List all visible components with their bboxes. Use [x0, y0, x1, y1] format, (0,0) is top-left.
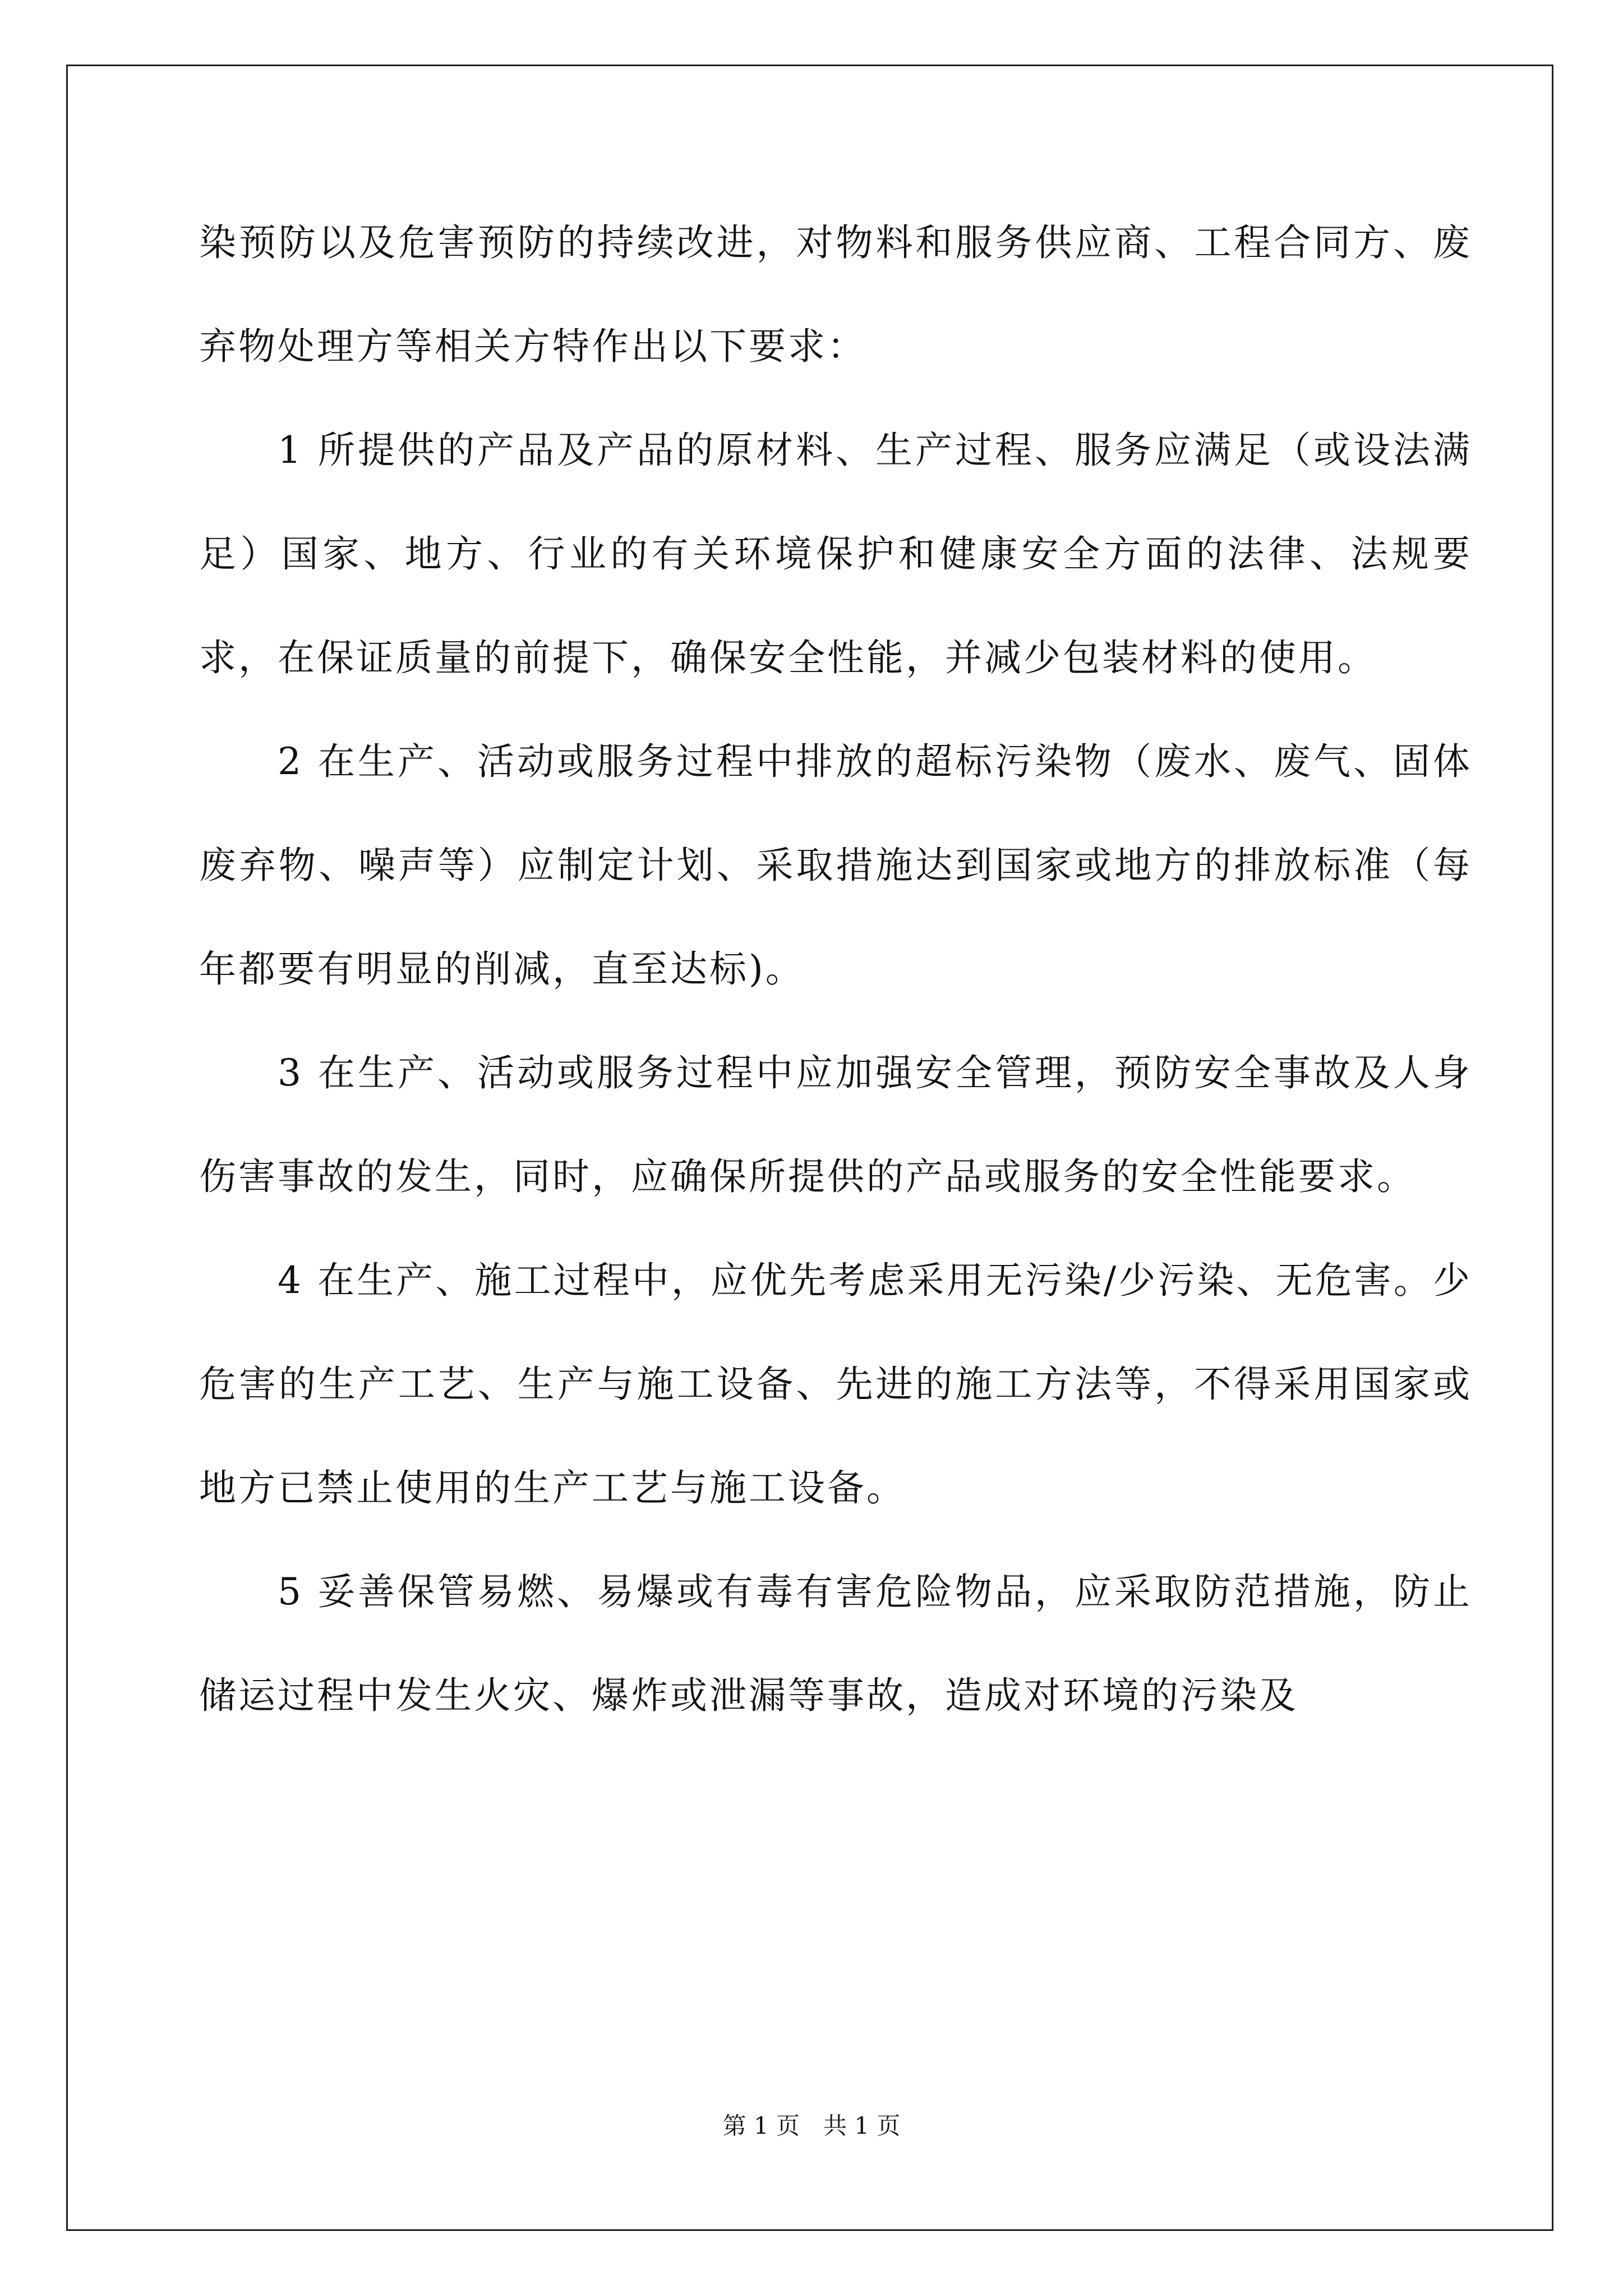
- paragraph-requirement-2: 2 在生产、活动或服务过程中排放的超标污染物（废水、废气、固体废弃物、噪声等）应制定计划、采取措施达到国家或地方的排放标准（每年都要有明显的削减，直至达标)。: [199, 740, 1472, 991]
- paragraph-requirement-4: 4 在生产、施工过程中，应优先考虑采用无污染/少污染、无危害。少危害的生产工艺、生产与施工设备、先进的施工方法等，不得采用国家或地方已禁止使用的生产工艺与施工设备。: [199, 1259, 1472, 1510]
- paragraph-requirement-3: 3 在生产、活动或服务过程中应加强安全管理，预防安全事故及人身伤害事故的发生，同时，应确保所提供的产品或服务的安全性能要求。: [199, 1051, 1472, 1198]
- page-number-footer: 第 1 页 共 1 页: [722, 2112, 901, 2139]
- paragraph-requirement-5: 5 妥善保管易燃、易爆或有毒有害危险物品，应采取防范措施，防止储运过程中发生火灾、爆炸或泄漏等事故，造成对环境的污染及: [199, 1570, 1472, 1717]
- paragraph-intro-continuation: 染预防以及危害预防的持续改进，对物料和服务供应商、工程合同方、废弃物处理方等相关方特作出以下要求：: [199, 221, 1472, 368]
- paragraph-requirement-1: 1 所提供的产品及产品的原材料、生产过程、服务应满足（或设法满足）国家、地方、行业的有关环境保护和健康安全方面的法律、法规要求，在保证质量的前提下，确保安全性能，并减少包装材料的使用。: [199, 429, 1472, 679]
- document-body: [199, 191, 1472, 1747]
